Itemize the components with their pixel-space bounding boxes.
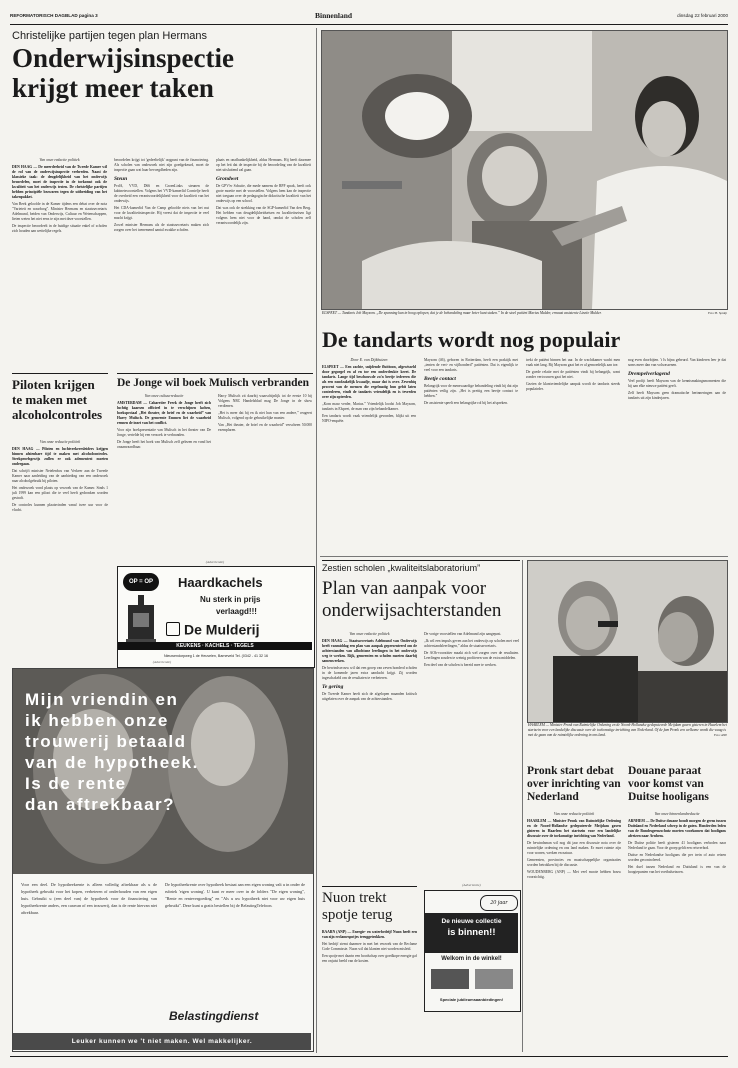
- lead-intro: DEN HAAG — De meerderheid van de Tweede Kamer wil de rol van de onderwijsinspectie verbreden. Naast de klassieke taak: de deugdelijkheid van het onderwijs beoordelen, moet de inspectie in de toekomst ook de kwaliteit van het onderwijs testen. De christelijke partijen hebben principiële bezwaren tegen de uitbreiding van het takenpakket.: [12, 165, 107, 199]
- minister-photo: [527, 560, 728, 723]
- piloten-headline: Piloten krijgen te maken met alcoholcontroles: [12, 377, 103, 422]
- belastingdienst-logo: Belastingdienst: [169, 1009, 259, 1023]
- divider-mid: [522, 560, 523, 1052]
- dentist-photo: [321, 30, 728, 310]
- haardkachels-sub2: verlaagd!!!: [216, 607, 257, 616]
- zestien-headline-1: Plan van aanpak voor: [322, 578, 487, 599]
- belasting-line1: Mijn vriendin en: [25, 690, 179, 709]
- belasting-ad-col1: Voor een deel. De hypotheekrente is alleen volledig aftrekbaar als u de hypotheek gebruikt voor het kopen, verbeteren of onderhouden van een eigen huis. Gebruikt u (een deel van) de hypotheek voor de financiering van hypotheekrente anders, een caravan of een trouwerij, dan is de rente hiervan niet aftrekbaar.: [21, 882, 157, 915]
- divider-left: [316, 28, 317, 1053]
- zestien-top-rule: [322, 560, 520, 561]
- haardkachels-ad: [117, 566, 315, 668]
- nuon-top-rule: [322, 886, 417, 887]
- zestien-kicker: Zestien scholen „kwaliteitslaboratorium”: [322, 563, 481, 573]
- masthead-section: Binnenland: [315, 11, 353, 20]
- lead-article-col1: Van onze redactie politiek DEN HAAG — De meerderheid van de Tweede Kamer wil de rol van de onderwijsinspectie verbreden. Naast de klassieke taak: de deugdelijkheid van het onderwijs beoordelen, moet de inspectie in de toekomst ook de kwaliteit van het onderwijs testen. De christelijke partijen hebben principiële bezwaren tegen de uitbreiding van het takenpakket. Van Beek geloofde in de Kamer tijdens een debat over de nota "Varieteit en waarborg". Minister Hermans en staatssecretaris Adelmund, beiden van Onderwijs, Cultuur en Wetenschappen, lieten weten het niet eens te zijn met deze voorstellen. De inspectie beoordeelt in de huidige situatie enkel of scholen zich houden aan wettelijke regels.: [12, 158, 107, 233]
- tandarts-col1: Door E. van Dijkhuizen ELSPEET — Een zachte, snijdende fluittoon, afgewisseld door gegorgel en af en toe een onderdrukte kreet. De tandarts. Lange tijd beschouwde zo'n beetje iedereen die als een noodzakelijk kwaadje, maar dat is over. Zevenhiq procent van de mensen die regelmatig hun gebit laten controleren, vindt de tandarts vriendelijk en is tevreden over zijn optreden. „Kom maar verder, Marius.” Vriendelijk loodst Job Maysom, tandarts in Elspeet, de man van zijn behandelkamer. Een tandarts wordt vaak vriendelijk gevonden, blijkt uit een NIPO-enquête.: [322, 358, 416, 423]
- belasting-line6: dan aftrekbaar?: [25, 795, 176, 814]
- douane-body: Van onze binnenlandredactie ARNHEM — De Duitse douane houdt morgen de grens tussen Duitsland en Nederland scherp in de gaten. Honderden leden van de Bundesgrenzschutz moeten voorkomen dat hooligans afreizen naar Arnhem. De Duitse politie heeft gisteren 41 hooligans verboden naar Nederland te gaan. Voor de groep geldt een reisverbod. Duitse en Nederlandse hooligans die per trein of auto reizen worden gecontroleerd. Het duel tussen Nederland en Duitsland is een van de hoogtepunten van het voetbalseizoen.: [628, 812, 726, 874]
- dentist-photo-credit: Foto: H. Spruijt: [708, 311, 727, 315]
- collectie-banner: [425, 913, 518, 953]
- piloten-body: Van onze redactie politiek DEN HAAG — Piloten en luchtverkeersleiders krijgen binnen afzienbare tijd te maken met alcoholcontroles. Steekproefsgewijs zullen er ook adementest moeten ondergaan. Dat schrijft minister Netelenbos van Verkeer aan de Tweede Kamer naar aanleiding van de aanbieding van een onderzoek naar alcoholgebruik bij piloten. Het onderzoek vond plaats op verzoek van de Kamer. Sinds 1 juli 1999 kan een piloot die te veel heeft gedronken worden gestraft. De controles kunnen plaatsvinden vanaf twee uur voor de vlucht.: [12, 440, 108, 512]
- tandarts-subhead-2: Drempelverlagend: [628, 371, 670, 377]
- lead-subhead-2: Grondwet: [216, 176, 239, 182]
- zestien-byline: Van onze redactie politiek: [349, 632, 390, 636]
- zestien-subhead: Te gering: [322, 684, 344, 690]
- zestien-col1: Van onze redactie politiek DEN HAAG — Staatssecretaris Adelmund van Onderwijs heeft vanmiddag een plan van aanpak gepresenteerd om de achterstanden van allochtone leerlingen in het onderwijs weg te werken. Rijk, gemeenten en scholen moeten daarbij samenwerken. De bewindsvrouw wil dat een groep van zeven honderd scholen in de komende jaren extra aandacht krijgt. Zij worden ingeschakeld om de resultaten te verbeteren. Te gering De Tweede Kamer heeft zich de afgelopen maanden kritisch uitgelaten over de aanpak van de achterstanden.: [322, 632, 417, 701]
- minister-photo-caption: [528, 723, 727, 761]
- collectie-badge: [480, 895, 518, 911]
- dentist-photo-caption: [322, 311, 727, 316]
- piloten-top-rule: [12, 373, 108, 374]
- stove-icon: [124, 595, 158, 645]
- haardkachels-tagline: KEUKENS · KACHELS · TEGELS: [118, 642, 312, 650]
- haardkachels-address: Nieuwendorpweg 1 de Heuvelen, Barneveld Tel. (0342 - 41 32 16: [163, 654, 269, 658]
- douane-headline: Douane paraat voor komst van Duitse hooligans: [628, 765, 709, 803]
- mulisch-headline: De Jonge wil boek Mulisch verbranden: [117, 377, 309, 389]
- nuon-headline-2: spotje terug: [322, 907, 393, 923]
- bottom-rule: [10, 1056, 728, 1057]
- lead-article-col2: beoordelen krijgt tot 'gedeeltelijk' oogpunt van de financiering. Als scholen van onderzoek niet zijn goedgekeurd, moet de inspectie gaan wat haar bevoegdheden zijn. Steun PvdA, VVD, D66 en GroenLinks steunen de kabinetsvoorstellen. Volgens het VVD-kamerlid Cornielje heeft de overheid een verantwoordelijkheid voor de kwaliteit van het onderwijs. Het CDA-kamerlid Van de Camp geloofde niets van het nut voor de kwaliteitsinspectie. Hij vreest dat de inspectie te veel macht krijgt. Zowel minister Hermans als de staatssecretaris maken zich zorgen over het toenemend aantal zwakke scholen.: [114, 158, 209, 232]
- pronk-byline: Van onze redactie politiek: [553, 812, 595, 816]
- op-op-burst: [123, 573, 159, 591]
- haardkachels-ad-label: (Advertentie): [205, 560, 225, 564]
- minister-caption-text: HAARLEM — Minister Pronk van Ruimtelijke Ordening en de Noord-Hollandse gedeputeerde Meijdam gaven gisteren in Haarlem het startsein voor een landelijke discussie over de toekomstige inrichting van Nederland. Of de fam Pronk een welkome wordt die waag is met de gaan van de ruimtelijke ordening in ons land.: [528, 723, 727, 737]
- haardkachels-title: Haardkachels: [178, 575, 263, 590]
- belasting-line5: Is de rente: [25, 774, 127, 793]
- mulisch-byline: Van onze cultuurredactie: [144, 394, 184, 398]
- divider-zestien: [320, 556, 728, 557]
- zestien-col2: De vorige voorstellen van Adelmund zijn aangepast. „Ik wil een impuls geven aan het onderwijs op scholen met veel achterstandsleerlingen,” aldus de staatssecretaris. De AOb-voorzitter maakt zich wel zorgen over de resultaten. Leerlingen zouden te weinig profiteren van de extra middelen. Een deel van de scholen is bereid mee te werken.: [424, 632, 519, 667]
- belasting-line3: trouwerij betaald: [25, 732, 187, 751]
- tandarts-intro: ELSPEET — Een zachte, snijdende fluittoon, afgewisseld door gegorgel en af en toe een onderdrukte kreet. De tandarts. Lange tijd beschouwde zo'n beetje iedereen die als een noodzakelijk kwaadje, maar dat is over. Zevenhiq procent van de mensen die regelmatig hun gebit laten controleren, vindt de tandarts vriendelijk en is tevreden over zijn optreden.: [322, 365, 416, 399]
- masthead-rule: [10, 24, 728, 25]
- tandarts-headline: De tandarts wordt nog populair: [322, 327, 621, 352]
- mulisch-col1: Van onze cultuurredactie AMSTERDAM — Cabaretier Freek de Jonge heeft zich luchtig kaarsen officieel in te verschijnen lachen, boekspeciaal „Het theater, de brief en de waarheid” van Harry Mulisch. De gemeente Emmen liet de waarheid rennen de inzet van het conflict. Voor zijn boekpresentatie van Mulisch in het theater van De Jonge, vertelde hij een verzoek te verbranden. De Jonge heeft het boek van Mulisch zelf gelezen en vond het onaanvaardbaar.: [117, 394, 211, 449]
- haardkachels-sub1: Nu sterk in prijs: [200, 595, 261, 604]
- lead-headline-1: Onderwijsinspectie: [12, 43, 234, 73]
- collectie-badge-text: 20 jaar: [490, 900, 508, 906]
- tandarts-col4: nog even doorbijten. 't Is bijna gebeurd. Van kinderen leer je dat soms meer dan van volwassenen. Drempelverlagend Veel profijt heeft Maysom van de kennismakingsmomenten die hij aan elke nieuwe patiënt geeft. Zelf heeft Maysom geen dramatische herinneringen aan de tandarts uit zijn kinderjaren.: [628, 358, 726, 400]
- dentist-photo-image: [322, 31, 727, 309]
- mulderij-logo: [166, 620, 306, 638]
- collectie-ad: [424, 890, 521, 1012]
- dentist-caption-text: ELSPEET — Tandarts Job Maysom. „De spanning kan in hoog oplopen, dat je de behandeling maar beter kunt staken.” In de stoel patiënt Marius Mulder, ernaast assistente Lizette Mulder.: [322, 311, 602, 315]
- collectie-footer: Speciale jubileumsaanbiedingen!: [439, 997, 504, 1002]
- clothing-icon: [431, 969, 513, 991]
- mulderij-logo-text: De Mulderij: [184, 621, 260, 638]
- collectie-line2: is binnen!!: [447, 927, 496, 938]
- tandarts-col3: trekt de patiënt binnen het uur. In de wachtkamer wacht men vaak niet lang. Bij Maysom gaat het er al gemoedelijk aan toe. De goede relatie met de patiënten vindt hij belangrijk, want zonder vertrouwen gaat het niet. Gezien de klantvriendelijke aanpak wordt de tandarts steeds populairder.: [526, 358, 620, 391]
- op-op-text: OP = OP: [128, 579, 154, 585]
- belasting-line4: van de hypotheek.: [25, 753, 199, 772]
- nuon-intro: BAARN (ANP) — Energie- en waterbedrijf Nuon heeft een van zijn reclamespotjes teruggetrokken.: [322, 930, 417, 939]
- zestien-headline-2: onderwijsachterstanden: [322, 600, 502, 621]
- piloten-byline: Van onze redactie politiek: [39, 440, 81, 444]
- mulisch-col2: Harry Mulisch zit daarbij waarschijnlijk tot de eerste 10 bij Volgens NRC Handelsblad mag De Jonge in de show verdienen. „Het is meer dat hij en ik niet hun van een andere,” reageert Mulisch, volgend op de gebruikelijke manier. Van „Het theater, de brief en de waarheid” verscheen 50.000 exemplaren.: [218, 394, 312, 432]
- lead-byline: Van onze redactie politiek: [39, 158, 80, 162]
- masthead-left: REFORMATORISCH DAGBLAD pagina 3: [10, 13, 98, 18]
- nuon-headline-1: Nuon trekt: [322, 890, 387, 906]
- zestien-intro: DEN HAAG — Staatssecretaris Adelmund van Onderwijs heeft vanmiddag een plan van aanpak gepresenteerd om de achterstanden van allochtone leerlingen in het onderwijs weg te werken. Rijk, gemeenten en scholen moeten daarbij samenwerken.: [322, 639, 417, 663]
- piloten-intro: DEN HAAG — Piloten en luchtverkeersleiders krijgen binnen afzienbare tijd te maken met alcoholcontroles. Steekproefsgewijs zullen er ook adementest moeten ondergaan.: [12, 447, 108, 466]
- nuon-body: BAARN (ANP) — Energie- en waterbedrijf Nuon heeft een van zijn reclamespotjes teruggetrokken. Het bedrijf stemt daarmee in met het verzoek van de Reclame Code Commissie. Nuon wil dat klanten niet worden misleid. Een spotje met daarin een boodschap over goedkope energie gaf een onjuist beeld van de kosten.: [322, 930, 417, 963]
- belasting-line2: ik hebben onze: [25, 711, 169, 730]
- belasting-slogan: Leuker kunnen we 't niet maken. Wel makkelijker.: [13, 1033, 311, 1050]
- masthead-date: dinsdag 22 februari 2000: [677, 13, 728, 18]
- pronk-intro: HAARLEM — Minister Pronk van Ruimtelijke Ordening en de Noord-Hollandse gedeputeerde Meijdam gaven gisteren in Haarlem het startsein voor een landelijke discussie over de toekomstige inrichting van Nederland.: [527, 819, 621, 838]
- tandarts-subhead-1: Beetje contact: [424, 376, 456, 382]
- lead-kicker: Christelijke partijen tegen plan Hermans: [12, 30, 208, 42]
- douane-intro: ARNHEM — De Duitse douane houdt morgen de grens tussen Duitsland en Nederland scherp in de gaten. Honderden leden van de Bundesgrenzschutz moeten voorkomen dat hooligans afreizen naar Arnhem.: [628, 819, 726, 838]
- collectie-line1: De nieuwe collectie: [441, 918, 502, 925]
- minister-photo-image: [528, 561, 727, 722]
- collectie-line3: Welkom in de winkel!: [441, 956, 502, 962]
- mulisch-top-rule: [117, 373, 313, 374]
- pronk-headline: Pronk start debat over inrichting van Nederland: [527, 765, 621, 803]
- lead-article-col3: plaats en onafhankelijkheid, aldus Hermans. Hij heeft daarmee op het feit dat de inspectie bij de beoordeling van de kwaliteit niet uitsluitend zal gaan. Grondwet De GPV'er Schutte, die mede namens de RPF sprak, heeft ook grote moeite met de voorstellen. Volgens hem kan de inspectie niet toegaan over de pedagogische didactische kwaliteit van het onderwijs op een school. Dat was ook de strekking van de SGP-kamerlid Van den Berg. Het hebben van deugdelijkheidseisen en kwaliteitseisen ligt volgens hem niet voor de hand, omdat de scholen zelf verantwoordelijk zijn.: [216, 158, 311, 225]
- mulderij-logo-mark: [166, 622, 180, 636]
- belasting-ad-col2: De hypotheekrente over hypotheek bestaat aan een eigen woning valt u in onder de rubriek 'eigen woning'. U kunt er meer over in de folders "De eigen woning", "Rente en rentevergoeding" en "Als u uw hypotheek niet voor uw eigen huis gebruikt". Deze kunt u gratis bestellen bij de BelastingTelefoon.: [165, 882, 305, 908]
- belasting-ad-quote: [25, 689, 305, 815]
- belasting-ad-label: (Advertentie): [152, 660, 172, 664]
- minister-photo-credit: Foto: ANP: [714, 733, 727, 737]
- pronk-body: Van onze redactie politiek HAARLEM — Minister Pronk van Ruimtelijke Ordening en de Noord-Hollandse gedeputeerde Meijdam gaven gisteren in Haarlem het startsein voor een landelijke discussie over de toekomstige inrichting van Nederland. De bewindsman wil nog dit jaar een discussie nota over de ruimtelijke ordening en ons land maken. Er moet ruimte zijn voor wonen, werken en natuur. Gemeenten, provincies en maatschappelijke organisaties worden betrokken bij de discussie. WOUDENBERG (ANP) — Met veel mooie hebben bouw voorzichtig.: [527, 812, 621, 879]
- mulisch-intro: AMSTERDAM — Cabaretier Freek de Jonge heeft zich luchtig kaarsen officieel in te verschijnen lachen, boekspeciaal „Het theater, de brief en de waarheid” van Harry Mulisch. De gemeente Emmen liet de waarheid rennen de inzet van het conflict.: [117, 401, 211, 425]
- collectie-ad-label: (Advertentie): [462, 883, 481, 887]
- tandarts-col2: Maysom (46), geboren in Rotterdam, heeft een praktijk met „tenten de vert- en vijfhonderd” patiënten. Dat is eigenlijk te veel voor een tandarts. Beetje contact Belangrijk voor de menswaardige behandeling vindt hij dat zijn patiënten veilig zijn. „Het is prettig een beetje contact te hebben.” De assistente speelt een belangrijke rol bij het afspreken.: [424, 358, 518, 405]
- douane-byline: Van onze binnenlandredactie: [654, 812, 700, 816]
- lead-subhead-1: Steun: [114, 176, 128, 182]
- belasting-ad: [12, 668, 314, 1052]
- lead-headline-2: krijgt meer taken: [12, 73, 214, 103]
- tandarts-byline: Door E. van Dijkhuizen: [350, 358, 388, 362]
